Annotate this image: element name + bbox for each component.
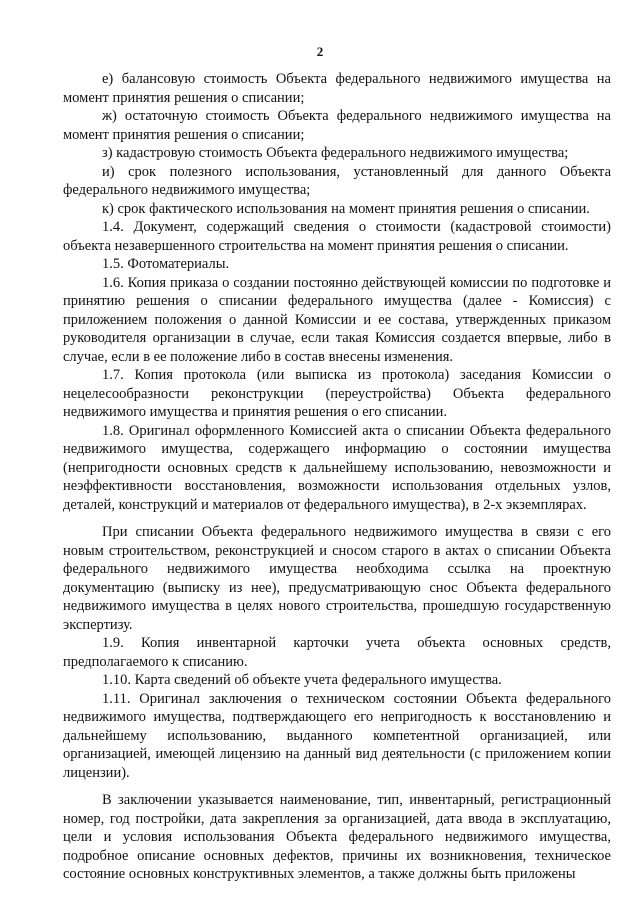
paragraph-demolition-note: При списании Объекта федерального недвижимого имущества в связи с его новым строительством, реконструкцией и сносом старого в актах о списании Объекта федерального недвижимого имущества необходима ссылка на проектную документацию (выписку из нее), предусматривающую снос Объекта федерального недвижимого имущества в целях нового строительства, прошедшую государственную экспертизу. bbox=[63, 524, 611, 633]
paragraph-item-i: и) срок полезного использования, установленный для данного Объекта федерального недвижимого имущества; bbox=[63, 163, 611, 198]
paragraph-item-e: е) балансовую стоимость Объекта федерального недвижимого имущества на момент принятия решения о списании; bbox=[63, 71, 611, 106]
paragraph-item-z: з) кадастровую стоимость Объекта федерального недвижимого имущества; bbox=[102, 145, 569, 161]
paragraph-1-4: 1.4. Документ, содержащий сведения о стоимости (кадастровой стоимости) объекта незавершенного строительства на момент принятия решения о списании. bbox=[63, 219, 611, 254]
paragraph-item-zh: ж) остаточную стоимость Объекта федерального недвижимого имущества на момент принятия решения о списании; bbox=[63, 108, 611, 143]
paragraph-1-9: 1.9. Копия инвентарной карточки учета объекта основных средств, предполагаемого к списанию. bbox=[63, 635, 611, 670]
paragraph-item-k: к) срок фактического использования на момент принятия решения о списании. bbox=[102, 200, 590, 217]
paragraph-1-11: 1.11. Оригинал заключения о техническом состоянии Объекта федерального недвижимого имущества, подтверждающего его непригодность к восстановлению и дальнейшему использованию, выданного компетентной организацией, или организацией, имеющей лицензию на данный вид деятельности (с приложением копии лицензии). bbox=[63, 690, 611, 781]
paragraph-conclusion-details: В заключении указывается наименование, тип, инвентарный, регистрационный номер, год постройки, дата закрепления за организацией, дата ввода в эксплуатацию, цели и условия использования Объекта федерального недвижимого имущества, подробное описание основных дефектов, причины их возникновения, техническое состояние основных конструктивных элементов, а также должны быть приложены bbox=[63, 792, 611, 882]
paragraph-1-8: 1.8. Оригинал оформленного Комиссией акта о списании Объекта федерального недвижимого имущества, содержащего информацию о состоянии имущества (непригодности основных средств к дальнейшему использованию, невозможности и неэффективности восстановления, возможности использования отдельных узлов, деталей, конструкций и материалов от федерального имущества), в 2-х экземплярах. bbox=[63, 422, 611, 513]
paragraph-1-10: 1.10. Карта сведений об объекте учета федерального имущества. bbox=[102, 672, 502, 688]
paragraph-1-6: 1.6. Копия приказа о создании постоянно действующей комиссии по подготовке и принятию решения о списании федерального имущества (далее - Комиссия) с приложением положения о данной Комиссии и ее состава, утвержденных приказом руководителя организации в случае, если такая Комиссия создается впервые, либо в случае, если в ее положение либо в состав внесены изменения. bbox=[63, 274, 611, 365]
page-number: 2 bbox=[316, 44, 324, 59]
document-body bbox=[63, 70, 611, 884]
paragraph-1-7: 1.7. Копия протокола (или выписка из протокола) заседания Комиссии о нецелесообразности реконструкции (переустройства) Объекта федерального недвижимого имущества и принятия решения о его списании. bbox=[63, 367, 611, 420]
paragraph-1-5: 1.5. Фотоматериалы. bbox=[102, 256, 230, 272]
